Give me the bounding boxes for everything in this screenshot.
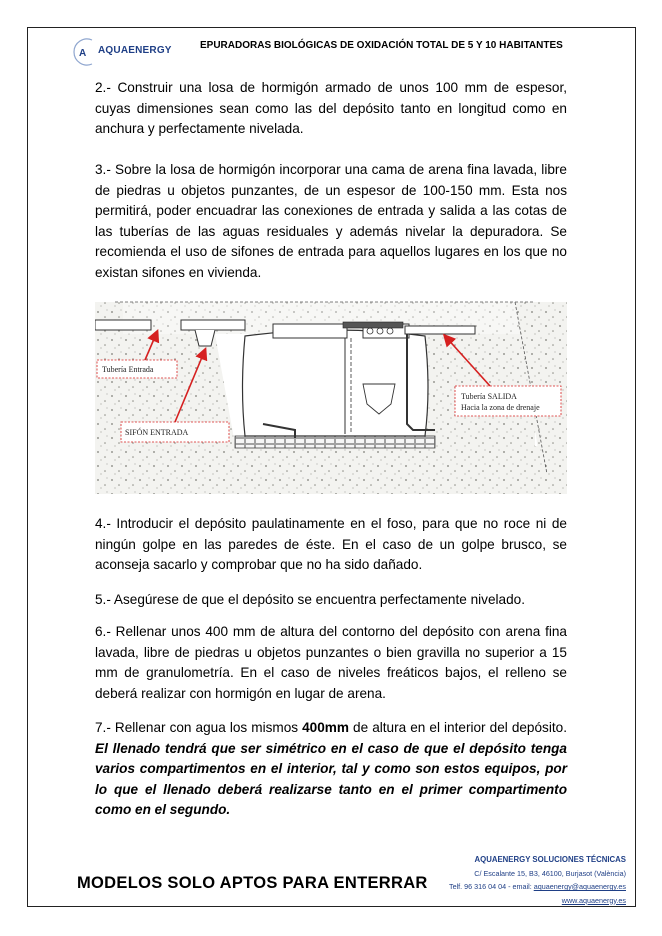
inlet-pipe bbox=[95, 320, 151, 330]
step-7-text-a: 7.- Rellenar con agua los mismos bbox=[95, 720, 303, 735]
footer-contact bbox=[449, 853, 626, 907]
step-7-height-value: 400mm bbox=[302, 720, 349, 735]
step-7-emphasis: El llenado tendrá que ser simétrico en el caso de que el depósito tenga varios compartimentos en el interior, tal y como son estos equipos, por lo que el llenado deberá realizarse tanto en el primer compartimento como en el segundo. bbox=[95, 740, 567, 818]
step-7-paragraph bbox=[95, 718, 567, 821]
step-2-paragraph: 2.- Construir una losa de hormigón armado de unos 100 mm de espesor, cuyas dimensiones sean como las del depósito tanto en longitud como en anchura y perfectamente nivelada. bbox=[95, 80, 567, 137]
label-sifon-entrada: SIFÓN ENTRADA bbox=[125, 428, 189, 437]
company-name: AQUAENERGY SOLUCIONES TÉCNICAS bbox=[474, 855, 626, 864]
company-address: C/ Escalante 15, B3, 46100, Burjasot (València) bbox=[474, 868, 626, 878]
step-7-text-c: de altura en el interior del depósito. bbox=[348, 720, 567, 735]
tank-body bbox=[243, 330, 429, 436]
logo-text: AQUAENERGY bbox=[98, 45, 172, 56]
website-link[interactable]: www.aquaenergy.es bbox=[561, 895, 626, 905]
step-6-paragraph: 6.- Rellenar unos 400 mm de altura del contorno del depósito con arena fina lavada, libre de piedras u objetos punzantes o bien gravilla no superior a 15 mm de granulometría. En el caso de niveles freáticos bajos, el relleno se deberá realizar con hormigón en lugar de arena. bbox=[95, 624, 567, 701]
label-tuberia-salida: Tubería SALIDA bbox=[461, 392, 517, 401]
phone-text: Telf. 96 316 04 04 - email: bbox=[449, 882, 534, 891]
installation-diagram bbox=[95, 294, 567, 494]
label-zona-drenaje: Hacia la zona de drenaje bbox=[461, 403, 540, 412]
sand-bed bbox=[95, 446, 567, 494]
concrete-slab bbox=[235, 436, 435, 448]
tank-lid-left bbox=[273, 324, 347, 338]
step-5-paragraph: 5.- Asegúrese de que el depósito se encuentra perfectamente nivelado. bbox=[95, 592, 526, 607]
logo-letter: A bbox=[79, 48, 87, 59]
inlet-siphon bbox=[195, 330, 215, 346]
outlet-pipe bbox=[405, 326, 475, 334]
company-phone-email bbox=[449, 880, 626, 894]
models-note: MODELOS SOLO APTOS PARA ENTERRAR bbox=[77, 874, 428, 892]
document-title: EPURADORAS BIOLÓGICAS DE OXIDACIÓN TOTAL DE 5 Y 10 HABITANTES bbox=[200, 40, 563, 51]
email-link[interactable]: aquaenergy@aquaenergy.es bbox=[533, 882, 626, 891]
label-tuberia-entrada: Tubería Entrada bbox=[102, 365, 154, 374]
step-4-paragraph: 4.- Introducir el depósito paulatinamente en el foso, para que no roce ni de ningún golpe en las paredes de éste. En el caso de un golpe brusco, se aconseja sacarlo y comprobar que no ha sido dañado. bbox=[95, 516, 567, 573]
step-3-paragraph: 3.- Sobre la losa de hormigón incorporar una cama de arena fina lavada, libre de piedras u objetos punzantes, de un espesor de 100-150 mm. Esta nos permitirá, poder encuadrar las conexiones de entrada y salida a las cotas de las tuberías de las aguas residuales y además nivelar la depuradora. Se recomienda el uso de sifones de entrada para aquellos lugares en los que no existan sifones en vivienda. bbox=[95, 162, 567, 280]
